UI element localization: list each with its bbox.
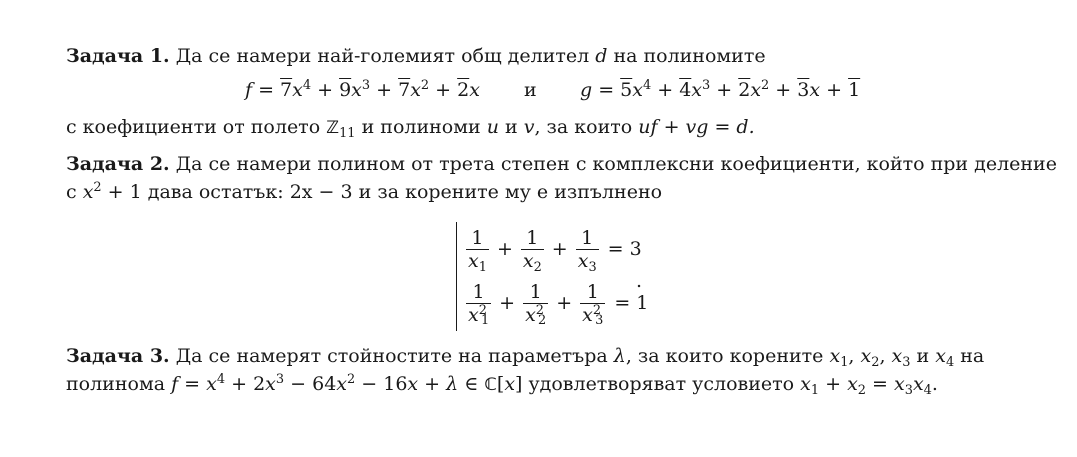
problem-3-text-1-pre: Да се намерят стойностите на параметъра [175, 345, 608, 367]
problem-2-label: Задача 2. [66, 153, 170, 175]
equation-system [456, 222, 648, 331]
gcd-variable: d [595, 45, 608, 67]
rhs-value-2: 1 [636, 292, 649, 314]
var-v: v [523, 116, 535, 138]
problem-1-intro-end: на полиномите [613, 45, 766, 67]
problem-2-line-2: с $x^2 + 1$ дава остатък: 2x − 3 и за корените му е изпълнено [66, 179, 663, 203]
polynomial-g: $g = 5x^4 + 4x^3 + 2x^2 + 3x + 1$ [580, 77, 861, 101]
problem-1-label: Задача 1. [66, 45, 170, 67]
problem-3-text-1-mid: , за които корените [625, 345, 824, 367]
rhs-value-1: 3 [629, 238, 642, 260]
problem-2-line-1 [66, 152, 1057, 176]
problem-3-label: Задача 3. [66, 345, 170, 367]
polynomial-f: $f = 7x^4 + 9x^3 + 7x^2 + 2x$ [245, 77, 480, 101]
tail-pre: с коефициенти от полето [66, 116, 321, 138]
var-u: u [486, 116, 499, 138]
problem-3-line-1: Задача 3. Да се намерят стойностите на параметъра λ, за които корените $x_1$, $x_2$, $x_3$ и $x_4$ на [66, 345, 985, 370]
problem-3-text-2-pre: полинома [66, 373, 166, 395]
problem-3-line-2: полинома $f = x^4 + 2x^3 - 64x^2 - 16x + \lambda$ ∈ ℂ[x] удовлетворяват условието $x_1 + x_2 = x_3x_4$. [66, 371, 938, 398]
problem-3-text-2-mid: удовлетворяват условието [528, 373, 795, 395]
problem-3-and: и [916, 345, 930, 367]
equation-row-1: $\frac{1}{x_1}$ + $\frac{1}{x_2}$ + $\frac{1}{x_3}$ = 3 [468, 226, 642, 275]
problem-1-statement [66, 44, 766, 68]
conjunction-and: и [524, 79, 537, 101]
lambda-symbol: λ [613, 345, 626, 367]
equation-row-2: $\frac{1}{x^2_1}$ + $\frac{1}{x^2_2}$ + $\frac{1}{x^2_3}$ = 1 [468, 280, 649, 329]
problem-2-text-2-post: дава остатък: 2x − 3 и за корените му е изпълнено [147, 181, 663, 203]
problem-2-text-2-pre: с [66, 181, 77, 203]
problem-2-text-1: Да се намери полином от трета степен с комплексни коефициенти, който при деление [175, 153, 1057, 175]
bezout-identity: uf + vg = d. [638, 116, 755, 138]
field-symbol: ℤ [326, 118, 340, 138]
and-word: и [505, 116, 518, 138]
problem-3-text-1-end: на [960, 345, 985, 367]
problem-1-intro: Да се намери най-големият общ делител [175, 45, 590, 67]
field-subscript: 11 [339, 125, 356, 141]
tail-which: , за които [534, 116, 633, 138]
tail-mid: и полиноми [361, 116, 481, 138]
problem-1-tail [66, 115, 755, 140]
system-end-period: . [636, 270, 643, 292]
